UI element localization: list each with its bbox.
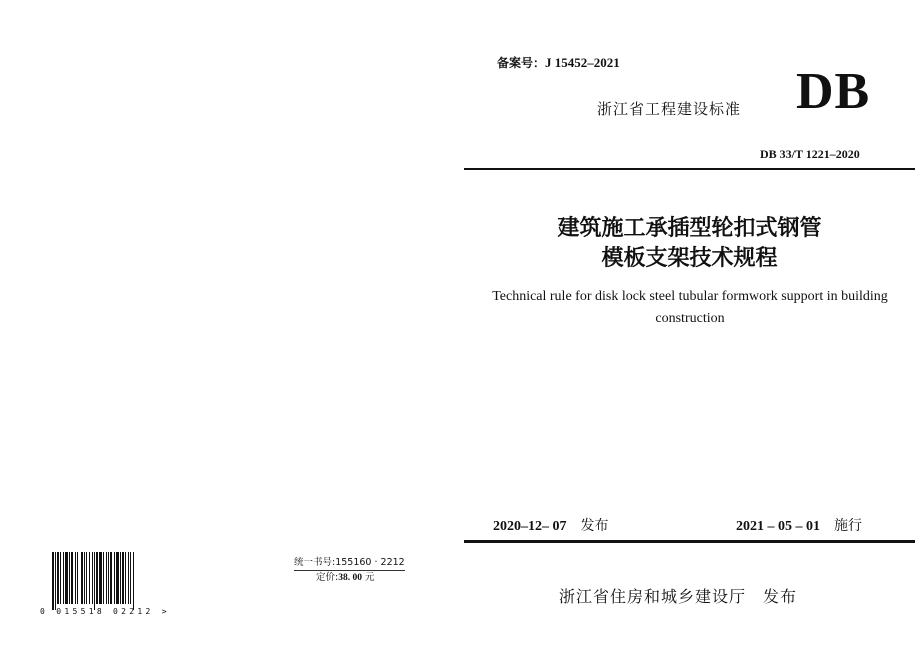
barcode-bars — [40, 552, 165, 610]
title-en: Technical rule for disk lock steel tubular formwork support in building construction — [492, 289, 888, 326]
implementation-date — [736, 515, 862, 535]
issue-date-value: 2020–12– 07 — [493, 519, 567, 534]
filing-value: J 15452–2021 — [545, 55, 620, 70]
filing-label: 备案号： — [497, 56, 546, 70]
implementation-date-label: 施行 — [834, 518, 862, 534]
db-logo: DB — [796, 63, 871, 120]
title-zh-line2: 模板支架技术规程 — [601, 245, 778, 271]
price — [294, 571, 405, 585]
price-label: 定价: — [316, 572, 339, 583]
filing-number — [497, 54, 620, 71]
title-zh-line1: 建筑施工承插型轮扣式钢管 — [557, 215, 822, 241]
issue-date-label: 发布 — [580, 518, 609, 534]
publisher: 浙江省住房和城乡建设厅 发布 — [559, 587, 798, 606]
issue-date — [493, 515, 609, 535]
implementation-date-value: 2021 – 05 – 01 — [736, 519, 820, 534]
bottom-divider — [464, 540, 915, 543]
standard-category: 浙江省工程建设标准 — [597, 100, 742, 118]
top-divider — [464, 168, 915, 170]
book-info — [294, 556, 405, 585]
standard-number: DB 33/T 1221–2020 — [760, 147, 860, 161]
book-number: 统一书号:155160 · 2212 — [294, 556, 405, 571]
barcode-digits: 0 015518 02212 > — [40, 607, 170, 616]
price-value: 38. 00 — [338, 573, 362, 583]
price-unit: 元 — [364, 572, 375, 583]
